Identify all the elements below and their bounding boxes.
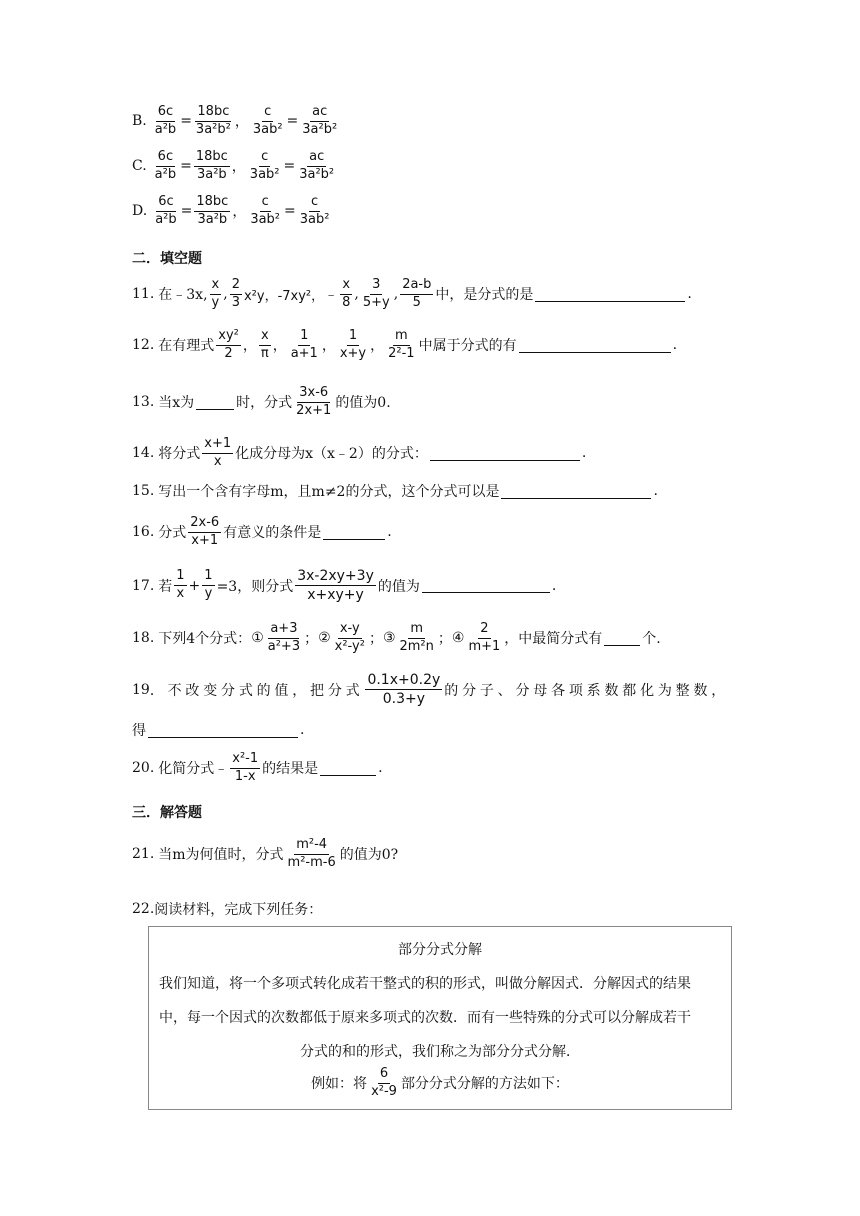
fraction: $\frac{1}{y}$ xyxy=(204,568,213,602)
question-13: 13. 当x为 时，分式 $\frac{3x-6}{2x+1}$ 的值为0. xyxy=(132,385,391,418)
fraction: $\frac{3}{5+y}$ xyxy=(362,277,390,310)
fraction: $\frac{\text{m²-4}}{\text{m²-m-6}}$ xyxy=(287,837,336,870)
fraction: $\frac{\text{x²-1}}{1-x}$ xyxy=(232,751,259,784)
fraction: $\frac{x}{y}$ xyxy=(211,277,220,310)
option-label: C. xyxy=(132,158,147,175)
fraction: $\frac{1}{a+1}$ xyxy=(290,328,318,361)
fraction: $\frac{x}{8}$ xyxy=(342,277,351,310)
question-22: 22. 阅读材料，完成下列任务： xyxy=(132,901,323,918)
fraction: $\frac{\text{xy²}}{2}$ xyxy=(218,328,239,361)
section-heading-fill-in: 二．填空题 xyxy=(132,251,202,267)
question-14: 14. 将分式 $\frac{x+1}{x}$ 化成分母为x（x﹣2）的分式： . xyxy=(132,436,587,469)
question-17: 17. 若 $\frac{1}{x}$ + $\frac{1}{y}$ =3，则分式 $\frac{3x-2xy+3y}{x+xy+y}$ 的值为 . xyxy=(132,568,557,604)
box-title: 部分分式分解 xyxy=(398,942,482,958)
question-11: 11. 在﹣3x, $\frac{x}{y}$ , $\frac{2}{3}$ x²y，-7xy²， ﹣ $\frac{x}{8}$ , $\frac{3}{5+y}$ , $\frac{2a-b}{5}$ 中，是分式的是 . xyxy=(132,277,692,310)
fraction: $\frac{m}{\text{2m²n}}$ xyxy=(399,621,434,654)
option-c: C. $\frac{6c}{\text{a²b}}$ = $\frac{18bc}{\text{3a²b}}$ ， $\frac{c}{\text{3ab²}}$ = $\frac{ac}{\text{3a²b²}}$ xyxy=(132,149,335,182)
answer-blank[interactable] xyxy=(148,723,298,738)
question-16: 16. 分式 $\frac{2x-6}{x+1}$ 有意义的条件是 . xyxy=(132,515,392,548)
fraction: $\frac{c}{\text{3ab²}}$ xyxy=(299,194,330,227)
answer-blank[interactable] xyxy=(422,578,550,593)
answer-blank[interactable] xyxy=(519,338,671,353)
fraction: $\frac{c}{\text{3ab²}}$ xyxy=(249,149,280,182)
box-paragraph-line-3: 分式的和的形式，我们称之为部分分式分解． xyxy=(300,1044,580,1060)
fraction: $\frac{2}{3}$ xyxy=(231,277,240,310)
fraction: $\frac{3x-6}{2x+1}$ xyxy=(296,385,332,418)
fraction: $\frac{ac}{\text{3a²b²}}$ xyxy=(302,104,338,137)
reading-material-box xyxy=(148,926,732,1110)
fraction: $\frac{ac}{\text{3a²b²}}$ xyxy=(299,149,335,182)
fraction: $\frac{6c}{\text{a²b}}$ xyxy=(154,104,177,137)
question-18: 18. 下列4个分式： ① $\frac{a+3}{\text{a²+3}}$ ； ② $\frac{x-y}{\text{x²-y²}}$ ； ③ $\frac{m}{\text{2m²n}}$ ； ④ $\frac{2}{m+1}$ ，中最简分式有 个. xyxy=(132,621,661,654)
option-b: B. $\frac{6c}{\text{a²b}}$ = $\frac{18bc}{\text{3a²b²}}$ ， $\frac{c}{\text{3ab²}}$ = $\frac{ac}{\text{3a²b²}}$ xyxy=(132,104,338,137)
fraction: $\frac{0.1x+0.2y}{0.3+y}$ xyxy=(367,672,441,708)
box-example-line: 例如：将 $\frac{6}{\text{x²-9}}$ 部分分式分解的方法如下： xyxy=(311,1066,569,1099)
answer-blank[interactable] xyxy=(196,395,234,410)
fraction: $\frac{6}{\text{x²-9}}$ xyxy=(371,1066,397,1099)
fraction: $\frac{x+1}{x}$ xyxy=(204,436,232,469)
option-d: D. $\frac{6c}{\text{a²b}}$ = $\frac{18bc}{\text{3a²b}}$ ， $\frac{c}{\text{3ab²}}$ = $\frac{c}{\text{3ab²}}$ xyxy=(132,194,330,227)
fraction: $\frac{x-y}{\text{x²-y²}}$ xyxy=(334,621,365,654)
answer-blank[interactable] xyxy=(323,525,385,540)
fraction: $\frac{18bc}{\text{3a²b}}$ xyxy=(196,194,229,227)
fraction: $\frac{c}{\text{3ab²}}$ xyxy=(252,104,283,137)
option-label: B. xyxy=(132,113,147,130)
fraction: $\frac{3x-2xy+3y}{x+xy+y}$ xyxy=(297,568,374,604)
option-label: D. xyxy=(132,203,148,220)
question-12: 12. 在有理式 $\frac{\text{xy²}}{2}$ ， $\frac{x}{\pi}$ ， $\frac{1}{a+1}$ ， $\frac{1}{x+y}$ ， $\frac{m}{\text{2²-1}}$ 中属于分式的有 . xyxy=(132,328,678,361)
fraction: $\frac{1}{x+y}$ xyxy=(339,328,367,361)
answer-blank[interactable] xyxy=(320,761,376,776)
fraction: $\frac{18bc}{\text{3a²b}}$ xyxy=(195,149,228,182)
fraction: $\frac{18bc}{\text{3a²b²}}$ xyxy=(195,104,231,137)
question-20: 20. 化简分式﹣ $\frac{\text{x²-1}}{1-x}$ 的结果是 . xyxy=(132,751,383,784)
section-heading-solve: 三．解答题 xyxy=(132,805,202,821)
fraction: $\frac{2x-6}{x+1}$ xyxy=(190,515,220,548)
fraction: $\frac{6c}{\text{a²b}}$ xyxy=(154,149,177,182)
answer-blank[interactable] xyxy=(604,631,640,646)
fraction: $\frac{x}{\pi}$ xyxy=(260,328,269,361)
answer-blank[interactable] xyxy=(501,484,651,499)
fraction: $\frac{1}{x}$ xyxy=(176,568,185,602)
fraction: $\frac{c}{\text{3ab²}}$ xyxy=(250,194,281,227)
question-19-line-2: 得 . xyxy=(132,722,305,739)
answer-blank[interactable] xyxy=(535,287,685,302)
answer-blank[interactable] xyxy=(430,446,580,461)
box-paragraph-line-1: 我们知道，将一个多项式转化成若干整式的积的形式，叫做分解因式．分解因式的结果 xyxy=(159,976,691,992)
fraction: $\frac{2}{m+1}$ xyxy=(468,621,501,654)
fraction: $\frac{a+3}{\text{a²+3}}$ xyxy=(267,621,301,654)
question-15: 15. 写出一个含有字母m，且m≠2的分式，这个分式可以是 . xyxy=(132,483,658,500)
fraction: $\frac{m}{\text{2²-1}}$ xyxy=(388,328,415,361)
question-19: 19 ．不改变分式的值，把分式 $\frac{0.1x+0.2y}{0.3+y}$ 的分子、分母各项系数都化为整数， xyxy=(132,672,730,708)
fraction: $\frac{6c}{\text{a²b}}$ xyxy=(155,194,177,227)
fraction: $\frac{2a-b}{5}$ xyxy=(402,277,432,310)
question-21: 21. 当m为何值时，分式 $\frac{\text{m²-4}}{\text{m²-m-6}}$ 的值为0? xyxy=(132,837,399,870)
box-paragraph-line-2: 中，每一个因式的次数都低于原来多项式的次数．而有一些特殊的分式可以分解成若干 xyxy=(159,1010,691,1026)
